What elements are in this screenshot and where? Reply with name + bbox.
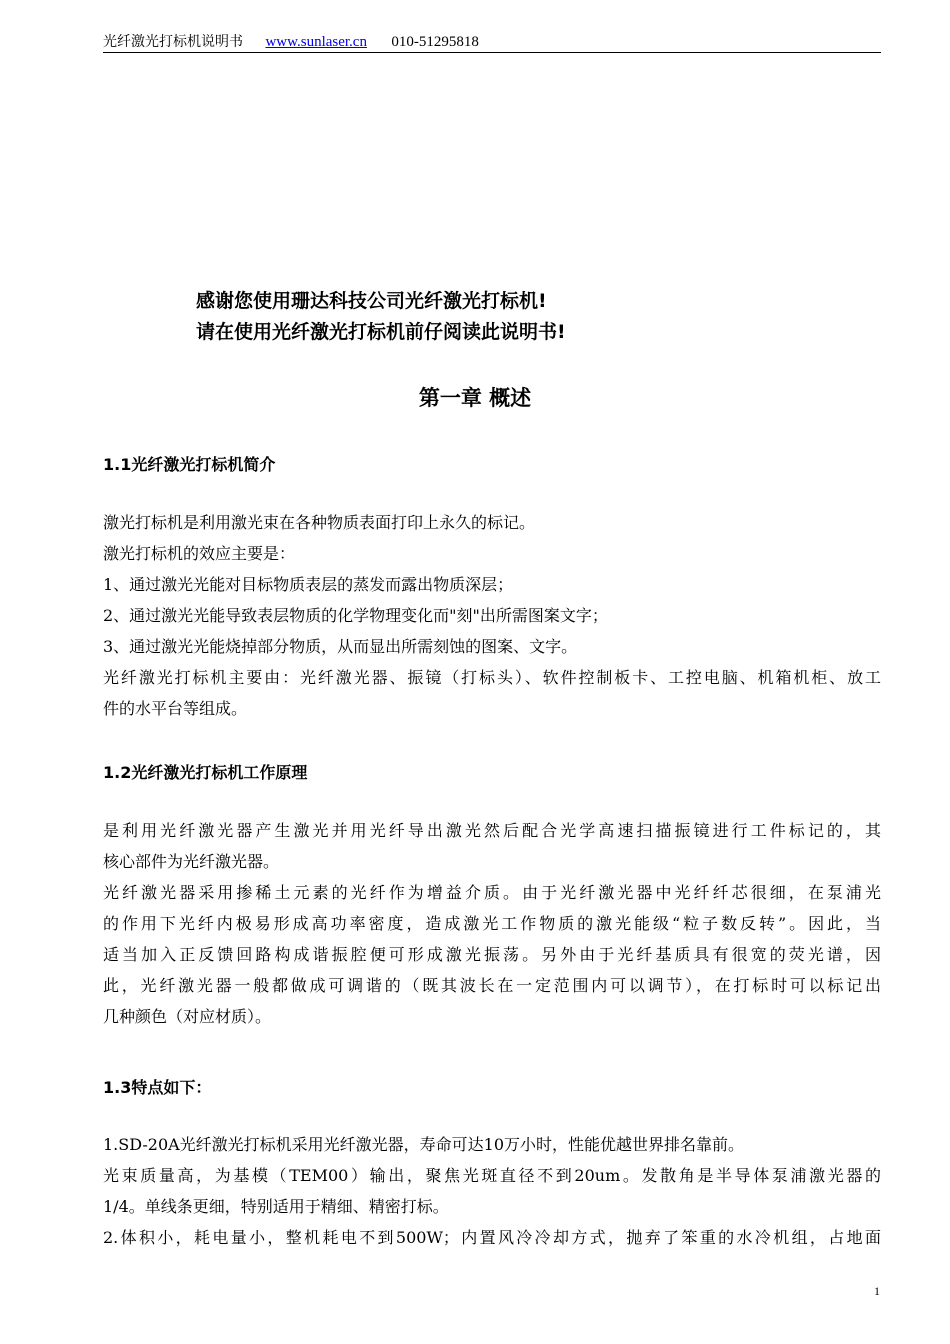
section-body-1-3 [103, 1129, 881, 1253]
intro-line-1: 感谢您使用珊达科技公司光纤激光打标机! [196, 290, 547, 312]
paragraph-line: 光纤激光打标机主要由：光纤激光器、振镜（打标头）、软件控制板卡、工控电脑、机箱机柜、放工 [103, 668, 881, 687]
paragraph-line: 光束质量高，为基模（TEM00）输出，聚焦光斑直径不到20um。发散角是半导体泵浦激光器的 [103, 1166, 881, 1185]
paragraph-line: 1.SD-20A光纤激光打标机采用光纤激光器，寿命可达10万小时，性能优越世界排名靠前。 [103, 1135, 745, 1154]
header-title: 光纤激光打标机说明书 [103, 34, 243, 50]
paragraph-line: 3、通过激光光能烧掉部分物质，从而显出所需刻蚀的图案、文字。 [103, 637, 578, 656]
paragraph-line: 激光打标机的效应主要是： [103, 544, 296, 563]
intro-line-2: 请在使用光纤激光打标机前仔阅读此说明书! [196, 321, 566, 343]
paragraph-line: 的作用下光纤内极易形成高功率密度，造成激光工作物质的激光能级“粒子数反转”。因此，当 [103, 914, 881, 933]
header-website-link[interactable]: www.sunlaser.cn [265, 34, 367, 50]
chapter-title: 第一章 概述 [418, 386, 532, 410]
paragraph-line: 1、通过激光光能对目标物质表层的蒸发而露出物质深层； [103, 575, 514, 594]
section-title-1-2: 1.2光纤激光打标机工作原理 [103, 763, 308, 782]
paragraph-line: 件的水平台等组成。 [103, 699, 248, 718]
paragraph-line: 适当加入正反馈回路构成谐振腔便可形成激光振荡。另外由于光纤基质具有很宽的荧光谱，因 [103, 945, 881, 964]
paragraph-line: 光纤激光器采用掺稀土元素的光纤作为增益介质。由于光纤激光器中光纤纤芯很细，在泵浦光 [103, 883, 881, 902]
paragraph-line: 是利用光纤激光器产生激光并用光纤导出激光然后配合光学高速扫描振镜进行工件标记的，其 [103, 821, 881, 840]
header-phone: 010-51295818 [391, 34, 479, 50]
intro-message [196, 286, 566, 348]
section-title-1-1: 1.1光纤激光打标机简介 [103, 455, 276, 474]
section-body-1-2 [103, 815, 881, 1032]
paragraph-line: 核心部件为光纤激光器。 [103, 852, 280, 871]
paragraph-line: 此，光纤激光器一般都做成可调谐的（既其波长在一定范围内可以调节），在打标时可以标记出 [103, 976, 881, 995]
paragraph-line: 激光打标机是利用激光束在各种物质表面打印上永久的标记。 [103, 513, 536, 532]
section-title-1-3: 1.3特点如下： [103, 1078, 212, 1097]
paragraph-line: 1/4。单线条更细，特别适用于精细、精密打标。 [103, 1197, 449, 1216]
paragraph-line: 2.体积小，耗电量小，整机耗电不到500W；内置风冷冷却方式，抛弃了笨重的水冷机组，占地面 [103, 1228, 881, 1247]
page-number: 1 [874, 1284, 880, 1298]
page-header [103, 32, 881, 53]
paragraph-line: 几种颜色（对应材质）。 [103, 1007, 272, 1026]
paragraph-line: 2、通过激光光能导致表层物质的化学物理变化而"刻"出所需图案文字； [103, 606, 608, 625]
section-body-1-1 [103, 507, 881, 724]
